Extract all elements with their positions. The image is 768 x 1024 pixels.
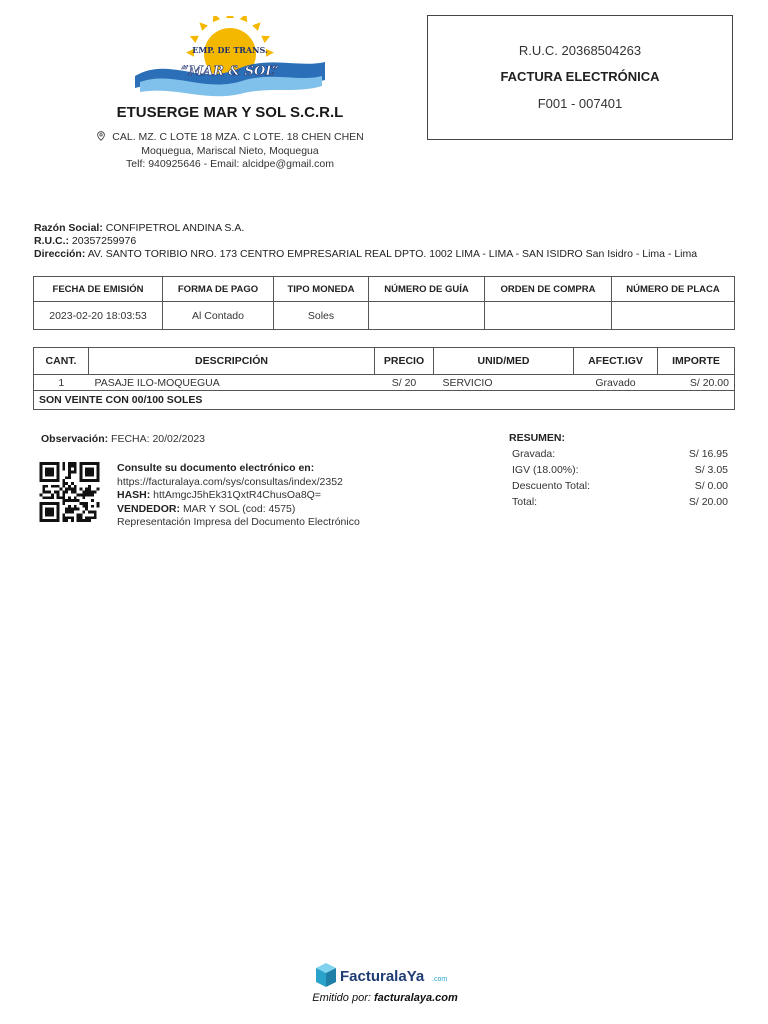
- items-table: [33, 347, 735, 410]
- resumen-descuento: Descuento Total: S/ 0.00: [512, 480, 728, 492]
- td-guia: [369, 302, 485, 330]
- hash: HASH: httAmgcJ5hEk31QxtR4ChusOa8Q=: [117, 489, 321, 501]
- cube-logo-icon: [316, 963, 336, 987]
- td-forma-pago: Al Contado: [163, 302, 274, 330]
- resumen-igv: IGV (18.00%): S/ 3.05: [512, 464, 728, 476]
- td-placa: [612, 302, 735, 330]
- item-importe: S/ 20.00: [658, 375, 735, 391]
- consult-title: Consulte su documento electrónico en:: [117, 462, 315, 474]
- item-precio: S/ 20: [375, 375, 434, 391]
- address-line-1: CAL. MZ. C LOTE 18 MZA. C LOTE. 18 CHEN CHEN: [112, 131, 364, 143]
- th-orden: ORDEN DE COMPRA: [485, 277, 612, 302]
- item-desc: PASAJE ILO-MOQUEGUA: [89, 375, 375, 391]
- item-unid: SERVICIO: [434, 375, 574, 391]
- resumen-total: Total: S/ 20.00: [512, 496, 728, 508]
- brand-suffix: .com: [432, 976, 448, 983]
- th-afectigv: AFECT.IGV: [574, 348, 658, 375]
- td-orden: [485, 302, 612, 330]
- consult-info: [117, 462, 360, 530]
- issuer-ruc: R.U.C. 20368504263: [518, 43, 642, 58]
- th-cant: CANT.: [34, 348, 89, 375]
- invoice-info-table: [33, 276, 735, 330]
- th-moneda: TIPO MONEDA: [274, 277, 369, 302]
- th-placa: NÚMERO DE PLACA: [612, 277, 735, 302]
- resumen-gravada: Gravada: S/ 16.95: [512, 448, 728, 460]
- td-fecha: 2023-02-20 18:03:53: [34, 302, 163, 330]
- th-importe: IMPORTE: [658, 348, 735, 375]
- amount-in-words: SON VEINTE CON 00/100 SOLES: [34, 391, 735, 410]
- logo-top-text: EMP. DE TRANS.: [192, 45, 268, 55]
- logo-main-text: “MAR & SOL”: [181, 64, 279, 79]
- document-number: F001 - 007401: [537, 96, 623, 111]
- td-moneda: Soles: [274, 302, 369, 330]
- client-direccion: Dirección: AV. SANTO TORIBIO NRO. 173 CENTRO EMPRESARIAL REAL DPTO. 1002 LIMA - LIMA - SAN ISIDRO San Isidro - Lima - Lima: [34, 248, 698, 260]
- vendedor: VENDEDOR: MAR Y SOL (cod: 4575): [117, 502, 296, 515]
- brand-main: FacturalaYa: [340, 968, 425, 985]
- th-guia: NÚMERO DE GUÍA: [369, 277, 485, 302]
- th-descripcion: DESCRIPCIÓN: [89, 348, 375, 375]
- document-id-box: [427, 15, 733, 140]
- company-contact: Telf: 940925646 - Email: alcidpe@gmail.com: [126, 158, 334, 170]
- th-precio: PRECIO: [375, 348, 434, 375]
- qr-code: [38, 462, 101, 522]
- client-ruc: R.U.C.: 20357259976: [34, 235, 137, 247]
- resumen-title: RESUMEN:: [509, 432, 566, 444]
- th-fecha: FECHA DE EMISIÓN: [34, 277, 163, 302]
- facturalaya-logo: [314, 961, 456, 991]
- observacion: Observación: FECHA: 20/02/2023: [41, 433, 206, 445]
- item-cant: 1: [34, 375, 89, 391]
- client-info: [34, 222, 697, 261]
- resumen: [509, 432, 728, 510]
- representacion-impresa: Representación Impresa del Documento Electrónico: [117, 516, 360, 528]
- map-pin-icon: [96, 131, 106, 141]
- company-name: ETUSERGE MAR Y SOL S.C.R.L: [116, 104, 344, 121]
- consult-url[interactable]: https://facturalaya.com/sys/consultas/index/2352: [117, 475, 343, 488]
- th-forma-pago: FORMA DE PAGO: [163, 277, 274, 302]
- emitido-por: Emitido por: facturalaya.com: [312, 992, 458, 1004]
- company-address: [60, 131, 400, 172]
- th-unidmed: UNID/MED: [434, 348, 574, 375]
- client-razon-social: Razón Social: CONFIPETROL ANDINA S.A.: [34, 222, 245, 234]
- document-type: FACTURA ELECTRÓNICA: [500, 69, 660, 84]
- table-row: [34, 375, 735, 391]
- company-logo: [130, 16, 330, 101]
- address-line-2: Moquegua, Mariscal Nieto, Moquegua: [141, 144, 319, 157]
- item-afect: Gravado: [574, 375, 658, 391]
